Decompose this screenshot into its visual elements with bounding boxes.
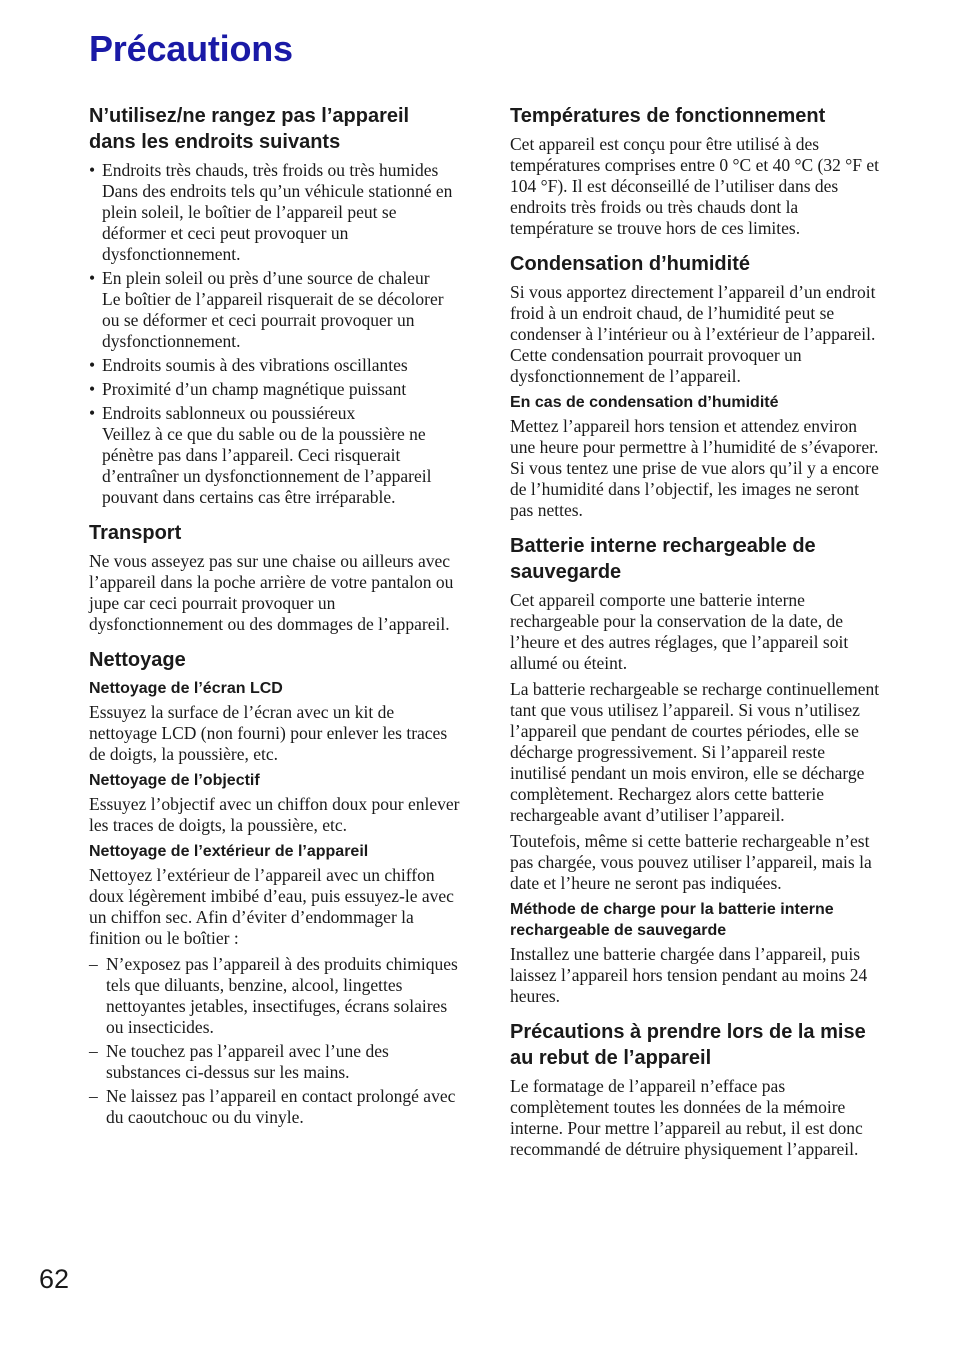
battery-text-3: Toutefois, même si cette batterie rechargeable n’est pas chargée, vous pouvez utiliser l’appareil, mais la date et l’heure ne seront pas indiquées.	[510, 831, 872, 893]
list-item-text: N’exposez pas l’appareil à des produits chimiques tels que diluants, benzine, alcool, lingettes nettoyantes jetables, insectifuges, écrans solaires ou insecticides.	[106, 954, 458, 1037]
section-title-condensation: Condensation d’humidité	[510, 253, 750, 275]
bullet-marker: •	[89, 403, 96, 423]
section-title-battery: Batterie interne rechargeable de sauvegarde	[510, 535, 816, 583]
list-item	[89, 954, 461, 1038]
list-item-detail: Le boîtier de l’appareil risquerait de se décolorer ou se déformer et ceci pourrait provoquer un dysfonctionnement.	[102, 289, 444, 351]
list-item-text: Endroits très chauds, très froids ou très humides	[102, 160, 439, 180]
subsection-title-lens: Nettoyage de l’objectif	[89, 772, 260, 789]
battery-charge-text: Installez une batterie chargée dans l’appareil, puis laissez l’appareil hors tension pendant au moins 24 heures.	[510, 944, 868, 1006]
list-item-text: Endroits soumis à des vibrations oscillantes	[102, 355, 408, 375]
list-item	[89, 268, 461, 352]
section-title-disposal: Précautions à prendre lors de la mise au rebut de l’appareil	[510, 1021, 866, 1069]
left-column	[89, 103, 461, 1140]
section-title-locations: N’utilisez/ne rangez pas l’appareil dans les endroits suivants	[89, 105, 410, 153]
section-cleaning	[89, 647, 461, 1128]
bullet-marker: •	[89, 160, 96, 180]
list-item	[89, 1041, 461, 1083]
section-battery	[510, 533, 882, 1007]
subsection-title-lcd: Nettoyage de l’écran LCD	[89, 680, 283, 697]
locations-list	[89, 160, 461, 508]
page-number: 62	[39, 1264, 70, 1294]
bullet-marker: •	[89, 379, 96, 399]
section-condensation	[510, 251, 882, 521]
dash-marker: –	[89, 954, 98, 974]
subsection-title-exterior: Nettoyage de l’extérieur de l’appareil	[89, 843, 369, 860]
battery-text-2: La batterie rechargeable se recharge continuellement tant que vous utilisez l’appareil. Si vous n’utilisez l’appareil que pendant de courtes périodes, elle se décharge progressivement. Si l’appareil reste inutilisé pendant un mois environ, elle se décharge complètement. Rechargez alors cette batterie rechargeable avant d’utiliser l’appareil.	[510, 679, 880, 825]
list-item-text: Proximité d’un champ magnétique puissant	[102, 379, 407, 399]
condensation-sub-text: Mettez l’appareil hors tension et attendez environ une heure pour permettre à l’humidité de s’évaporer. Si vous tentez une prise de vue alors qu’il y a encore de l’humidité dans l’objectif, les images ne seront pas nettes.	[510, 416, 879, 520]
list-item-text: Endroits sablonneux ou poussiéreux	[102, 403, 356, 423]
subsection-title-condensation: En cas de condensation d’humidité	[510, 394, 779, 411]
dash-marker: –	[89, 1041, 98, 1061]
bullet-marker: •	[89, 268, 96, 288]
exterior-text: Nettoyez l’extérieur de l’appareil avec un chiffon doux légèrement imbibé d’eau, puis essuyez-le avec un chiffon sec. Afin d’éviter d’endommager la finition ou le boîtier :	[89, 865, 454, 948]
disposal-text: Le formatage de l’appareil n’efface pas complètement toutes les données de la mémoire interne. Pour mettre l’appareil au rebut, il est donc recommandé de détruire physiquement l’appareil.	[510, 1076, 863, 1159]
section-locations	[89, 103, 461, 508]
list-item	[89, 355, 461, 376]
list-item-detail: Dans des endroits tels qu’un véhicule stationné en plein soleil, le boîtier de l’appareil peut se déformer et ceci peut provoquer un dysfonctionnement.	[102, 181, 453, 264]
lcd-text: Essuyez la surface de l’écran avec un kit de nettoyage LCD (non fourni) pour enlever les traces de doigts, la poussière, etc.	[89, 702, 448, 764]
lens-text: Essuyez l’objectif avec un chiffon doux pour enlever les traces de doigts, la poussière, etc.	[89, 794, 460, 835]
condensation-text: Si vous apportez directement l’appareil d’un endroit froid à un endroit chaud, de l’humidité peut se condenser à l’intérieur ou à l’extérieur de l’appareil. Cette condensation pourrait provoquer un dysfonctionnement de l’appareil.	[510, 282, 876, 386]
list-item	[89, 160, 461, 265]
page-title: Précautions	[89, 28, 293, 69]
section-disposal	[510, 1019, 882, 1160]
list-item	[89, 379, 461, 400]
section-transport	[89, 520, 461, 635]
dash-marker: –	[89, 1086, 98, 1106]
temperature-text: Cet appareil est conçu pour être utilisé à des températures comprises entre 0 °C et 40 °C (32 °F et 104 °F). Il est déconseillé de l’utiliser dans des endroits très froids ou très chauds dont la température se trouve hors de ces limites.	[510, 134, 879, 238]
bullet-marker: •	[89, 355, 96, 375]
section-title-cleaning: Nettoyage	[89, 649, 186, 671]
list-item-detail: Veillez à ce que du sable ou de la poussière ne pénètre pas dans l’appareil. Ceci risquerait d’entraîner un dysfonctionnement de l’appareil pouvant dans certains cas être irréparable.	[102, 424, 432, 507]
exterior-list	[89, 954, 461, 1128]
section-title-temperature: Températures de fonctionnement	[510, 105, 826, 127]
section-temperature	[510, 103, 882, 239]
list-item-text: En plein soleil ou près d’une source de chaleur	[102, 268, 430, 288]
list-item	[89, 1086, 461, 1128]
right-column	[510, 103, 882, 1172]
transport-text: Ne vous asseyez pas sur une chaise ou ailleurs avec l’appareil dans la poche arrière de votre pantalon ou jupe car ceci pourrait provoquer un dysfonctionnement ou des dommages de l’appareil.	[89, 551, 454, 634]
list-item-text: Ne laissez pas l’appareil en contact prolongé avec du caoutchouc ou du vinyle.	[106, 1086, 456, 1127]
list-item-text: Ne touchez pas l’appareil avec l’une des substances ci-dessus sur les mains.	[106, 1041, 389, 1082]
battery-text-1: Cet appareil comporte une batterie interne rechargeable pour la conservation de la date, de l’heure et des autres réglages, que l’appareil soit allumé ou éteint.	[510, 590, 849, 673]
list-item	[89, 403, 461, 508]
subsection-title-battery-charge: Méthode de charge pour la batterie interne rechargeable de sauvegarde	[510, 901, 834, 939]
section-title-transport: Transport	[89, 522, 182, 544]
